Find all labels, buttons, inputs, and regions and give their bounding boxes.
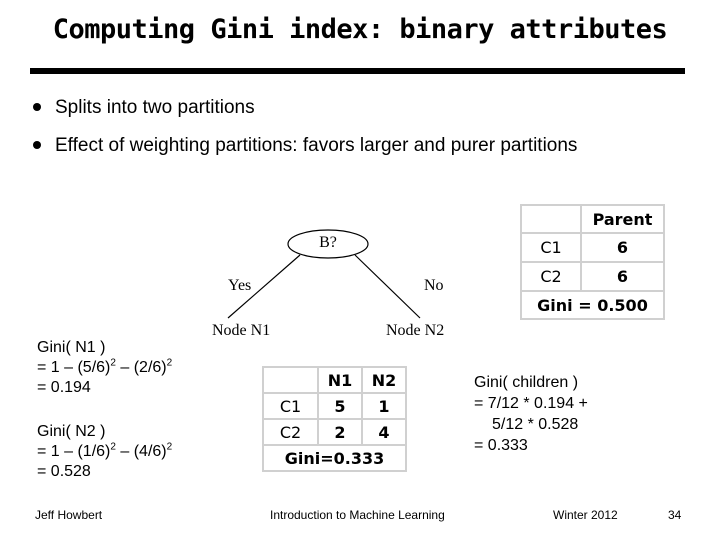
class-label: C1 (521, 233, 581, 262)
no-branch-line (355, 255, 420, 318)
formula-line: = 0.333 (474, 437, 528, 454)
parent-count: 6 (581, 233, 664, 262)
n1-count: 2 (318, 419, 362, 445)
formula-line: Gini( children ) (474, 374, 579, 391)
child-table-corner (263, 367, 318, 393)
root-node-label: B? (319, 234, 337, 251)
n2-count: 4 (362, 419, 406, 445)
formula-line: Gini( N2 ) (37, 423, 106, 440)
parent-header: Parent (581, 205, 664, 233)
gini-children-formula (474, 372, 588, 456)
n1-count: 5 (318, 393, 362, 419)
footer-term: Winter 2012 (553, 508, 618, 522)
class-label: C2 (521, 262, 581, 291)
formula-line: = 0.194 (37, 379, 91, 396)
formula-line: = 0.528 (37, 463, 91, 480)
class-label: C2 (263, 419, 318, 445)
bullet-text: Splits into two partitions (55, 97, 255, 118)
n2-count: 1 (362, 393, 406, 419)
n2-header: N2 (362, 367, 406, 393)
parent-gini: Gini = 0.500 (521, 291, 664, 319)
slide-title: Computing Gini index: binary attributes (52, 14, 668, 45)
formula-line: 5/12 * 0.528 (492, 416, 579, 433)
node-n2-label: Node N2 (386, 322, 445, 339)
page-number: 34 (668, 508, 682, 522)
footer-course: Introduction to Machine Learning (270, 508, 445, 522)
formula-line: Gini( N1 ) (37, 339, 106, 356)
formula-line: = 7/12 * 0.194 + (474, 395, 588, 412)
child-count-table (262, 366, 407, 472)
footer-author: Jeff Howbert (35, 508, 103, 522)
parent-count: 6 (581, 262, 664, 291)
gini-n2-formula (37, 422, 172, 482)
bullet-text: Effect of weighting partitions: favors larger and purer partitions (55, 135, 578, 156)
formula-line: = $1 - (5/6)^2 - (2/6)^2$ (37, 357, 173, 376)
parent-table-corner (521, 205, 581, 233)
no-branch-label: No (424, 277, 444, 294)
node-n1-label: Node N1 (212, 322, 271, 339)
yes-branch-label: Yes (228, 277, 252, 294)
formula-line: = $1 - (1/6)^2 - (4/6)^2$ (37, 441, 173, 460)
parent-count-table (520, 204, 665, 320)
class-label: C1 (263, 393, 318, 419)
gini-n1-formula (37, 338, 172, 398)
children-gini: Gini=0.333 (263, 445, 406, 471)
n1-header: N1 (318, 367, 362, 393)
